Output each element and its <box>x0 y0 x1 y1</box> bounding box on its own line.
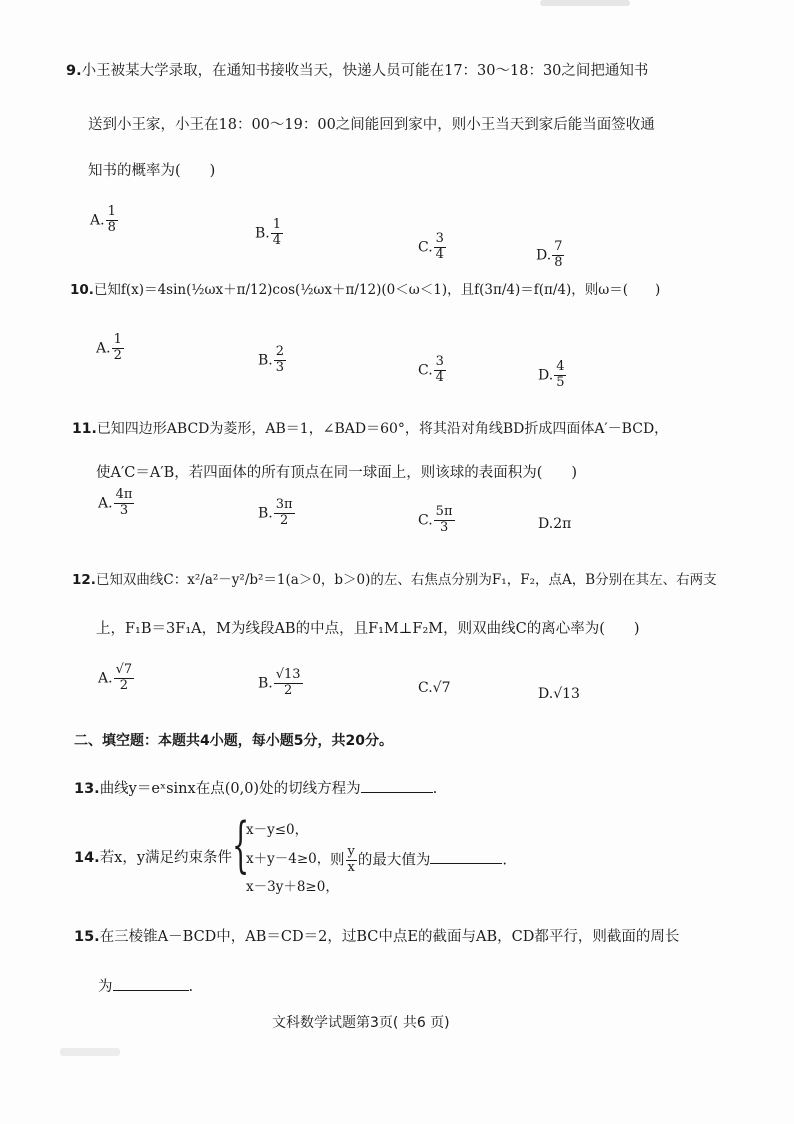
q9-line3: 知书的概率为( ) <box>88 163 216 179</box>
q14-post: 的最大值为 <box>357 852 431 869</box>
q12-option-a[interactable] <box>98 663 135 694</box>
option-fraction: $\frac{3\pi}{2}$ <box>275 497 293 528</box>
q14-end: . <box>502 852 507 869</box>
section-heading: 二、填空题：本题共4小题，每小题5分，共20分。 <box>74 733 393 749</box>
q9-option-b[interactable] <box>255 218 284 249</box>
q10-option-c[interactable] <box>418 355 447 386</box>
q11-option-a[interactable] <box>98 488 135 519</box>
option-fraction: $\frac{1}{4}$ <box>272 217 282 248</box>
q10-text: 已知f(x)＝4sin(½ωx＋π/12)cos(½ωx＋π/12)(0＜ω＜1)，且f(3π/4)＝f(π/4)，则ω＝( ) <box>93 282 661 298</box>
q12-line1 <box>72 574 717 588</box>
q14-number: 14. <box>74 850 100 866</box>
q11-option-d[interactable] <box>538 516 571 532</box>
q11-option-b[interactable] <box>258 498 296 529</box>
option-label: B. <box>258 505 273 522</box>
q9-text-1: 小王被某大学录取，在通知书接收当天，快递人员可能在17：30～18：30之间把通知书 <box>81 63 649 79</box>
scan-smudge <box>540 0 630 6</box>
option-fraction: $\frac{√7}{2}$ <box>115 662 133 693</box>
option-fraction: $\frac{√13}{2}$ <box>275 667 301 698</box>
option-label: B. <box>258 675 273 692</box>
q12-option-c[interactable] <box>418 680 451 696</box>
option-label: A. <box>90 212 105 229</box>
q10-number: 10. <box>70 282 94 298</box>
q9-number: 9. <box>66 63 82 79</box>
q14-mid: 则 <box>330 852 345 869</box>
q12-text-1: 已知双曲线C：x²/a²－y²/b²＝1(a＞0，b＞0)的左、右焦点分别为F₁，F₂，点A，B分别在其左、右两支 <box>95 572 717 588</box>
option-label: B. <box>258 352 273 369</box>
q11-option-c[interactable] <box>418 505 456 536</box>
option-fraction: $\frac{4}{5}$ <box>556 359 565 390</box>
option-fraction: $\frac{2}{3}$ <box>275 344 285 375</box>
option-label: D. <box>536 247 552 264</box>
option-label: D. <box>538 367 554 384</box>
option-label: D. <box>538 516 554 532</box>
q11-line1 <box>72 422 668 436</box>
option-label: A. <box>96 340 111 357</box>
option-label: C. <box>418 362 433 379</box>
q13-number: 13. <box>74 781 100 797</box>
q10-option-b[interactable] <box>258 345 287 376</box>
answer-blank[interactable] <box>430 849 502 864</box>
q11-line2: 使A′C＝A′B，若四面体的所有顶点在同一球面上，则该球的表面积为( ) <box>96 465 578 481</box>
q11-number: 11. <box>72 421 97 437</box>
option-fraction: $\frac{1}{2}$ <box>113 332 122 363</box>
left-brace: { <box>232 810 250 880</box>
q9-line2: 送到小王家，小王在18：00～19：00之间能回到家中，则小王当天到家后能当面签收通 <box>88 117 655 133</box>
option-fraction: $\frac{7}{8}$ <box>554 239 563 270</box>
option-label: A. <box>98 670 113 687</box>
q13-line <box>74 778 437 797</box>
q10-option-a[interactable] <box>96 333 125 364</box>
option-value: √7 <box>432 680 451 696</box>
option-label: C. <box>418 512 433 529</box>
answer-blank[interactable] <box>361 778 433 793</box>
option-value: √13 <box>553 686 580 702</box>
q10-option-d[interactable] <box>538 360 567 391</box>
option-fraction: $\frac{3}{4}$ <box>435 231 444 262</box>
q14-pre-text: 若x，y满足约束条件 <box>99 850 233 866</box>
q13-end: . <box>432 781 438 797</box>
q12-number: 12. <box>72 572 96 588</box>
q14-prefix <box>74 851 232 866</box>
q14-tail <box>330 845 507 876</box>
q9-option-c[interactable] <box>418 232 447 263</box>
q13-text: 曲线y＝eˣsinx在点(0,0)处的切线方程为 <box>99 781 361 797</box>
option-value: 2π <box>553 516 572 532</box>
option-fraction: $\frac{3}{4}$ <box>435 354 444 385</box>
q12-line2: 上，F₁B＝3F₁A，M为线段AB的中点，且F₁M⊥F₂M，则双曲线C的离心率为( ) <box>96 621 640 637</box>
q14-constraint-2: x＋y－4≥0， <box>246 851 331 867</box>
option-fraction: $\frac{5\pi}{3}$ <box>435 504 453 535</box>
answer-blank[interactable] <box>113 976 189 991</box>
option-label: D. <box>538 686 554 702</box>
option-label: A. <box>98 495 113 512</box>
option-label: B. <box>255 225 270 242</box>
q15-line2 <box>98 976 193 995</box>
q15-end: . <box>188 979 194 995</box>
q15-number: 15. <box>74 929 100 945</box>
q12-option-d[interactable] <box>538 686 580 702</box>
page-footer: 文科数学试题第3页( 共6 页) <box>272 1015 450 1031</box>
q14-constraint-3: x－3y＋8≥0， <box>246 879 339 895</box>
q15-text-2: 为 <box>98 979 113 995</box>
scan-smudge <box>60 1048 120 1056</box>
q10-line <box>70 284 660 298</box>
q9-option-d[interactable] <box>536 240 565 271</box>
q9-option-a[interactable] <box>90 205 119 236</box>
option-label: C. <box>418 680 433 696</box>
q11-text-1: 已知四边形ABCD为菱形，AB＝1，∠BAD＝60°，将其沿对角线BD折成四面体A′－BCD， <box>96 421 669 437</box>
q14-fraction: $\frac{y}{x}$ <box>347 844 355 875</box>
q15-line1 <box>74 930 679 945</box>
q15-text-1: 在三棱锥A－BCD中，AB＝CD＝2，过BC中点E的截面与AB，CD都平行，则截面的周长 <box>99 929 680 945</box>
q14-constraint-1: x－y≤0， <box>246 822 309 838</box>
option-fraction: $\frac{4\pi}{3}$ <box>115 487 133 518</box>
q9-line1 <box>66 64 648 79</box>
q12-option-b[interactable] <box>258 668 304 699</box>
option-label: C. <box>418 239 433 256</box>
option-fraction: $\frac{1}{8}$ <box>107 204 116 235</box>
